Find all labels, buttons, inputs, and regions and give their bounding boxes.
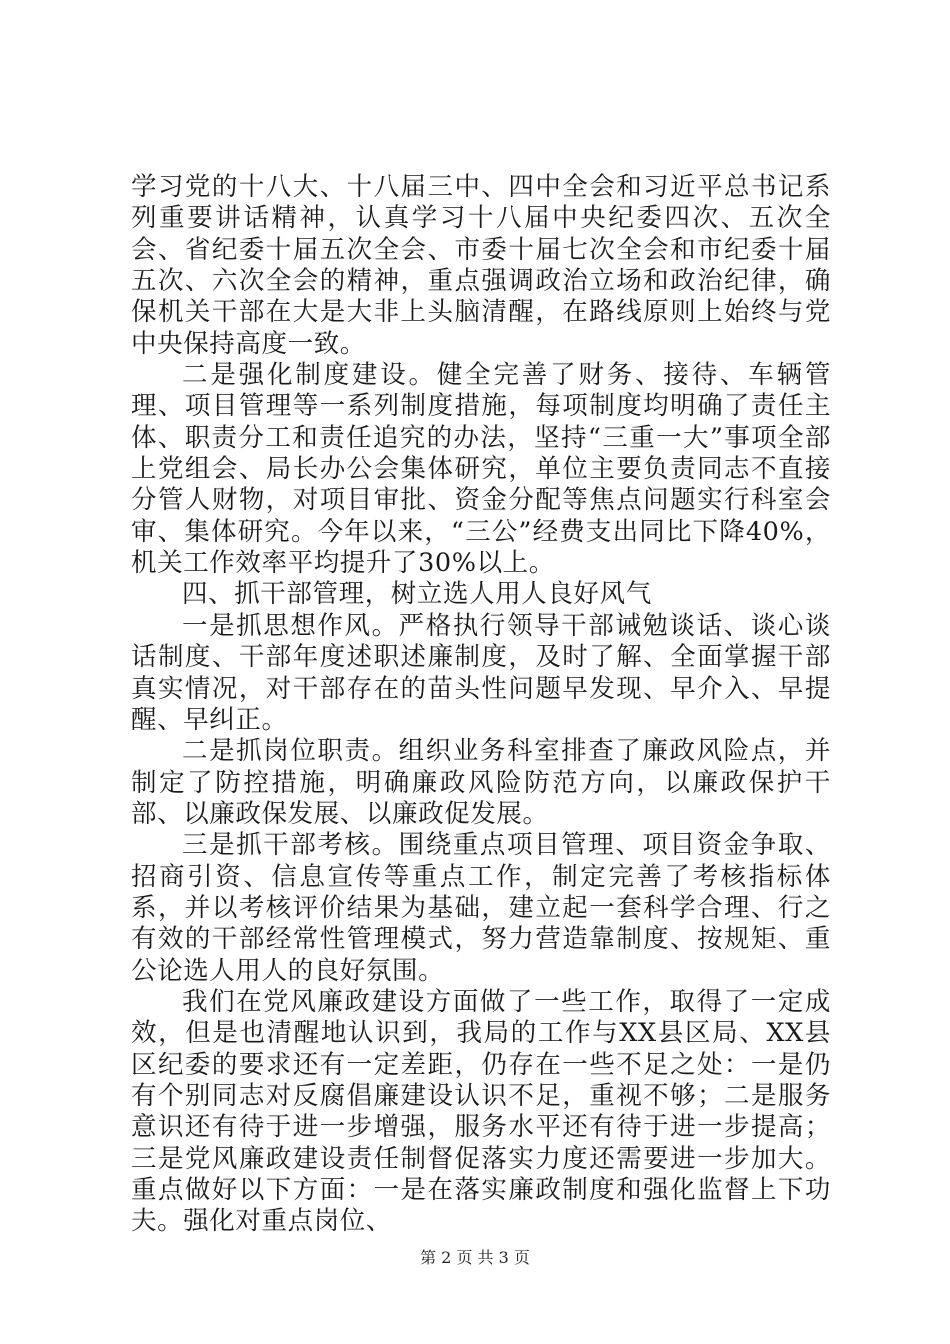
page-number: 第 2 页 共 3 页 — [420, 1248, 530, 1267]
paragraph: 三是抓干部考核。围绕重点项目管理、项目资金争取、招商引资、信息宣传等重点工作，制定完善了考核指标体系，并以考核评价结果为基础，建立起一套科学合理、行之有效的干部经常性管理模式，努力营造靠制度、按规矩、重公论选人用人的良好氛围。 — [131, 830, 831, 986]
paragraph: 学习党的十八大、十八届三中、四中全会和习近平总书记系列重要讲话精神，认真学习十八届中央纪委四次、五次全会、省纪委十届五次全会、市委十届七次全会和市纪委十届五次、六次全会的精神，重点强调政治立场和政治纪律，确保机关干部在大是大非上头脑清醒，在路线原则上始终与党中央保持高度一致。 — [131, 172, 831, 359]
page-footer — [0, 1245, 950, 1268]
section-heading: 四、抓干部管理，树立选人用人良好风气 — [182, 579, 652, 610]
document-body — [131, 172, 831, 1238]
paragraph: 一是抓思想作风。严格执行领导干部诫勉谈话、谈心谈话制度、干部年度述职述廉制度，及时了解、全面掌握干部真实情况，对干部存在的苗头性问题早发现、早介入、早提醒、早纠正。 — [131, 610, 831, 735]
paragraph: 我们在党风廉政建设方面做了一些工作，取得了一定成效，但是也清醒地认识到，我局的工作与XX县区局、XX县区纪委的要求还有一定差距，仍存在一些不足之处：一是仍有个别同志对反腐倡廉建设认识不足，重视不够；二是服务意识还有待于进一步增强，服务水平还有待于进一步提高；三是党风廉政建设责任制督促落实力度还需要进一步加大。重点做好以下方面：一是在落实廉政制度和强化监督上下功夫。强化对重点岗位、 — [131, 986, 831, 1237]
paragraph: 二是抓岗位职责。组织业务科室排查了廉政风险点，并制定了防控措施，明确廉政风险防范方向，以廉政保护干部、以廉政保发展、以廉政促发展。 — [131, 736, 831, 829]
paragraph: 二是强化制度建设。健全完善了财务、接待、车辆管理、项目管理等一系列制度措施，每项制度均明确了责任主体、职责分工和责任追究的办法，坚持“三重一大”事项全部上党组会、局长办公会集体研究，单位主要负责同志不直接分管人财物，对项目审批、资金分配等焦点问题实行科室会审、集体研究。今年以来，“三公”经费支出同比下降40%，机关工作效率平均提升了30%以上。 — [131, 360, 831, 579]
